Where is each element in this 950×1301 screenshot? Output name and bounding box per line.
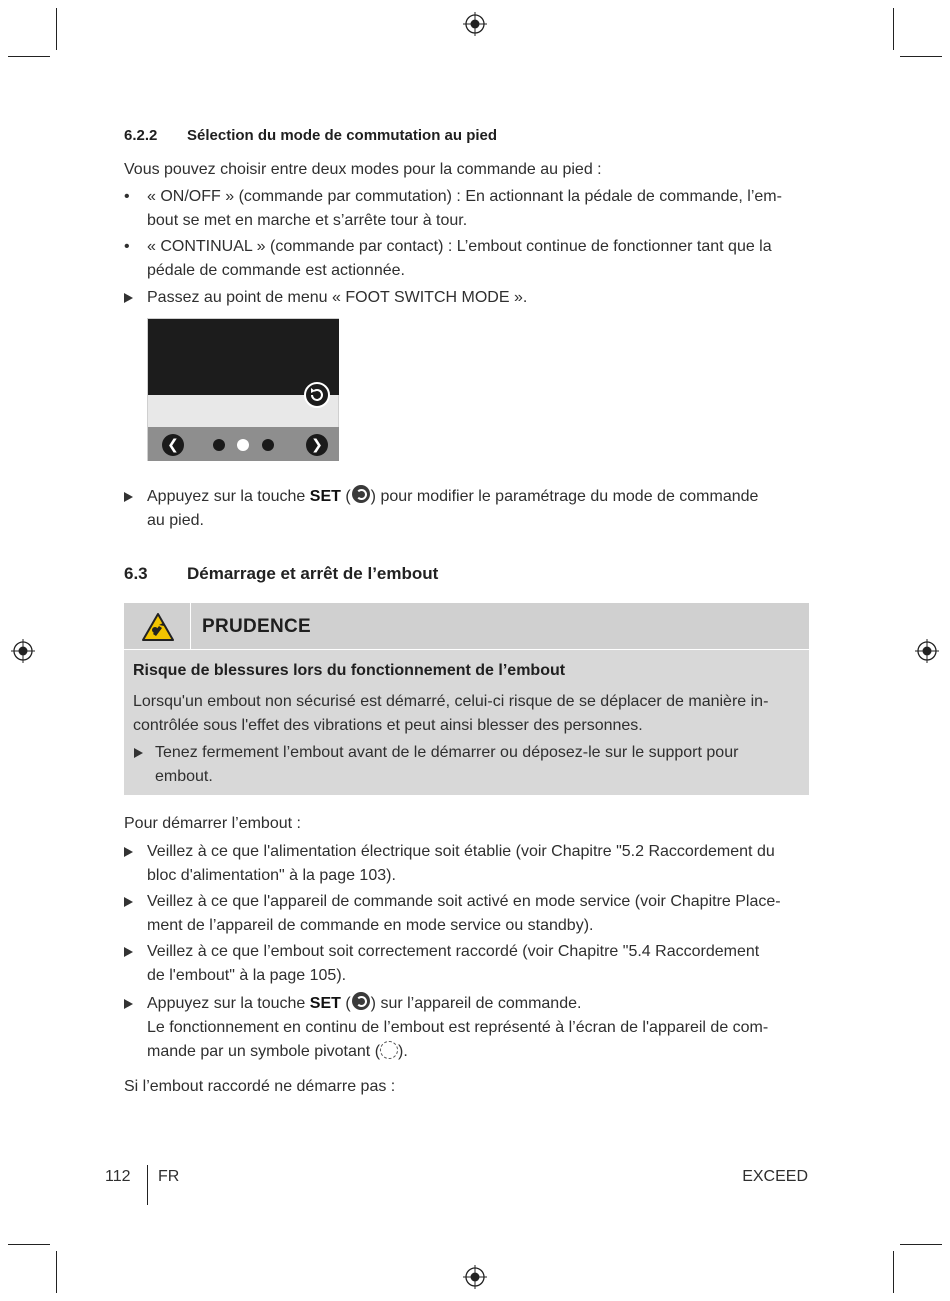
page-number: 112 bbox=[105, 1168, 131, 1185]
instruction-text: mande par un symbole pivotant ( bbox=[147, 1043, 381, 1060]
instruction-step bbox=[124, 890, 814, 938]
closing-text: Si l’embout raccordé ne démarre pas : bbox=[124, 1078, 396, 1095]
warning-text-line: contrôlée sous l'effet des vibrations et peut ainsi blesser des personnes. bbox=[133, 717, 643, 734]
instruction-text: ) sur l’appareil de commande. bbox=[370, 995, 582, 1012]
crop-mark bbox=[8, 56, 50, 57]
list-item-line: bout se met en marche et s’arrête tour à tour. bbox=[147, 212, 468, 229]
list-item bbox=[124, 185, 814, 233]
warning-icon-cell bbox=[124, 603, 191, 649]
instruction-text: Le fonctionnement en continu de l’embout est représenté à l’écran de l'appareil de com- bbox=[147, 1019, 769, 1036]
bullet-dot: • bbox=[124, 188, 130, 205]
registration-mark-icon bbox=[463, 12, 487, 36]
crop-mark bbox=[56, 1251, 57, 1293]
page-dot bbox=[213, 439, 225, 451]
set-key-label: SET bbox=[309, 488, 341, 505]
bullet-dot: • bbox=[124, 238, 130, 255]
instruction-text: Veillez à ce que l'appareil de commande soit activé en mode service (voir Chapitre Place- bbox=[147, 893, 781, 910]
list-item-line: « ON/OFF » (commande par commutation) : En actionnant la pédale de commande, l’em- bbox=[147, 188, 782, 205]
section-number: 6.2.2 bbox=[124, 127, 158, 144]
arrow-right-icon bbox=[124, 890, 142, 915]
set-rotate-icon bbox=[303, 381, 331, 409]
warning-step bbox=[133, 741, 803, 789]
footer-divider bbox=[147, 1165, 148, 1205]
page-dot-active bbox=[237, 439, 249, 451]
instruction-text: Passez au point de menu « FOOT SWITCH MODE ». bbox=[147, 289, 528, 306]
crop-mark bbox=[8, 1244, 50, 1245]
product-name: EXCEED bbox=[742, 1168, 808, 1185]
list-item-line: pédale de commande est actionnée. bbox=[147, 262, 405, 279]
device-screen-illustration bbox=[147, 318, 339, 461]
instruction-text: ) pour modifier le paramétrage du mode de commande bbox=[370, 488, 759, 505]
arrow-right-icon bbox=[134, 741, 143, 766]
instruction-text: au pied. bbox=[147, 512, 204, 529]
warning-step-line: embout. bbox=[155, 768, 213, 785]
instruction-text: Appuyez sur la touche bbox=[147, 995, 310, 1012]
instruction-text: Veillez à ce que l’embout soit correctement raccordé (voir Chapitre "5.4 Raccordement bbox=[147, 943, 760, 960]
set-key-label: SET bbox=[309, 995, 341, 1012]
instruction-text: ment de l’appareil de commande en mode service ou standby). bbox=[147, 917, 594, 934]
instruction-text: Appuyez sur la touche bbox=[147, 488, 310, 505]
registration-mark-icon bbox=[463, 1265, 487, 1289]
instruction-text: ). bbox=[398, 1043, 408, 1060]
set-key-icon bbox=[352, 485, 370, 503]
rotating-symbol-icon bbox=[380, 1041, 398, 1059]
registration-mark-icon bbox=[915, 639, 939, 663]
crop-mark bbox=[900, 1244, 942, 1245]
warning-triangle-icon bbox=[141, 612, 175, 642]
language-code: FR bbox=[158, 1168, 180, 1185]
arrow-right-icon bbox=[124, 286, 142, 311]
warning-title: Risque de blessures lors du fonctionnement de l’embout bbox=[133, 662, 566, 679]
section-title: Démarrage et arrêt de l’embout bbox=[187, 564, 439, 583]
intro-text: Vous pouvez choisir entre deux modes pour la commande au pied : bbox=[124, 161, 602, 178]
set-key-icon bbox=[352, 992, 370, 1010]
warning-box bbox=[124, 603, 809, 795]
instruction-step: Appuyez sur la touche SET ( ) sur l’appareil de commande. Le fonctionnement en continu de l’embout est représenté à l’écran de l'appareil de com- mande par un symbole pivotant ( ). bbox=[124, 992, 814, 1064]
instruction-text: de l'embout" à la page 105). bbox=[147, 967, 347, 984]
page-dot bbox=[262, 439, 274, 451]
crop-mark bbox=[56, 8, 57, 50]
warning-label: PRUDENCE bbox=[202, 616, 312, 637]
warning-step-line: Tenez fermement l’embout avant de le démarrer ou déposez-le sur le support pour bbox=[155, 744, 739, 761]
arrow-right-icon bbox=[124, 485, 142, 510]
section-number: 6.3 bbox=[124, 564, 148, 583]
instruction-text: Veillez à ce que l'alimentation électrique soit établie (voir Chapitre "5.2 Raccordement du bbox=[147, 843, 775, 860]
instruction-step bbox=[124, 940, 814, 988]
instruction-step bbox=[124, 286, 814, 310]
arrow-right-icon bbox=[124, 840, 142, 865]
chevron-right-icon: ❯ bbox=[306, 434, 328, 456]
registration-mark-icon bbox=[11, 639, 35, 663]
start-intro: Pour démarrer l’embout : bbox=[124, 815, 301, 832]
warning-text bbox=[133, 690, 803, 738]
list-item bbox=[124, 235, 814, 283]
warning-text-line: Lorsqu'un embout non sécurisé est démarré, celui-ci risque de se déplacer de manière in- bbox=[133, 693, 769, 710]
crop-mark bbox=[893, 8, 894, 50]
crop-mark bbox=[900, 56, 942, 57]
crop-mark bbox=[893, 1251, 894, 1293]
arrow-right-icon bbox=[124, 940, 142, 965]
list-item-line: « CONTINUAL » (commande par contact) : L’embout continue de fonctionner tant que la bbox=[147, 238, 772, 255]
warning-header bbox=[124, 603, 809, 650]
chevron-left-icon: ❮ bbox=[162, 434, 184, 456]
instruction-text: bloc d'alimentation" à la page 103). bbox=[147, 867, 396, 884]
arrow-right-icon bbox=[124, 992, 142, 1017]
instruction-step: Appuyez sur la touche SET ( ) pour modifier le paramétrage du mode de commande au pied. bbox=[124, 485, 814, 533]
section-title: Sélection du mode de commutation au pied bbox=[187, 127, 498, 144]
instruction-step bbox=[124, 840, 814, 888]
